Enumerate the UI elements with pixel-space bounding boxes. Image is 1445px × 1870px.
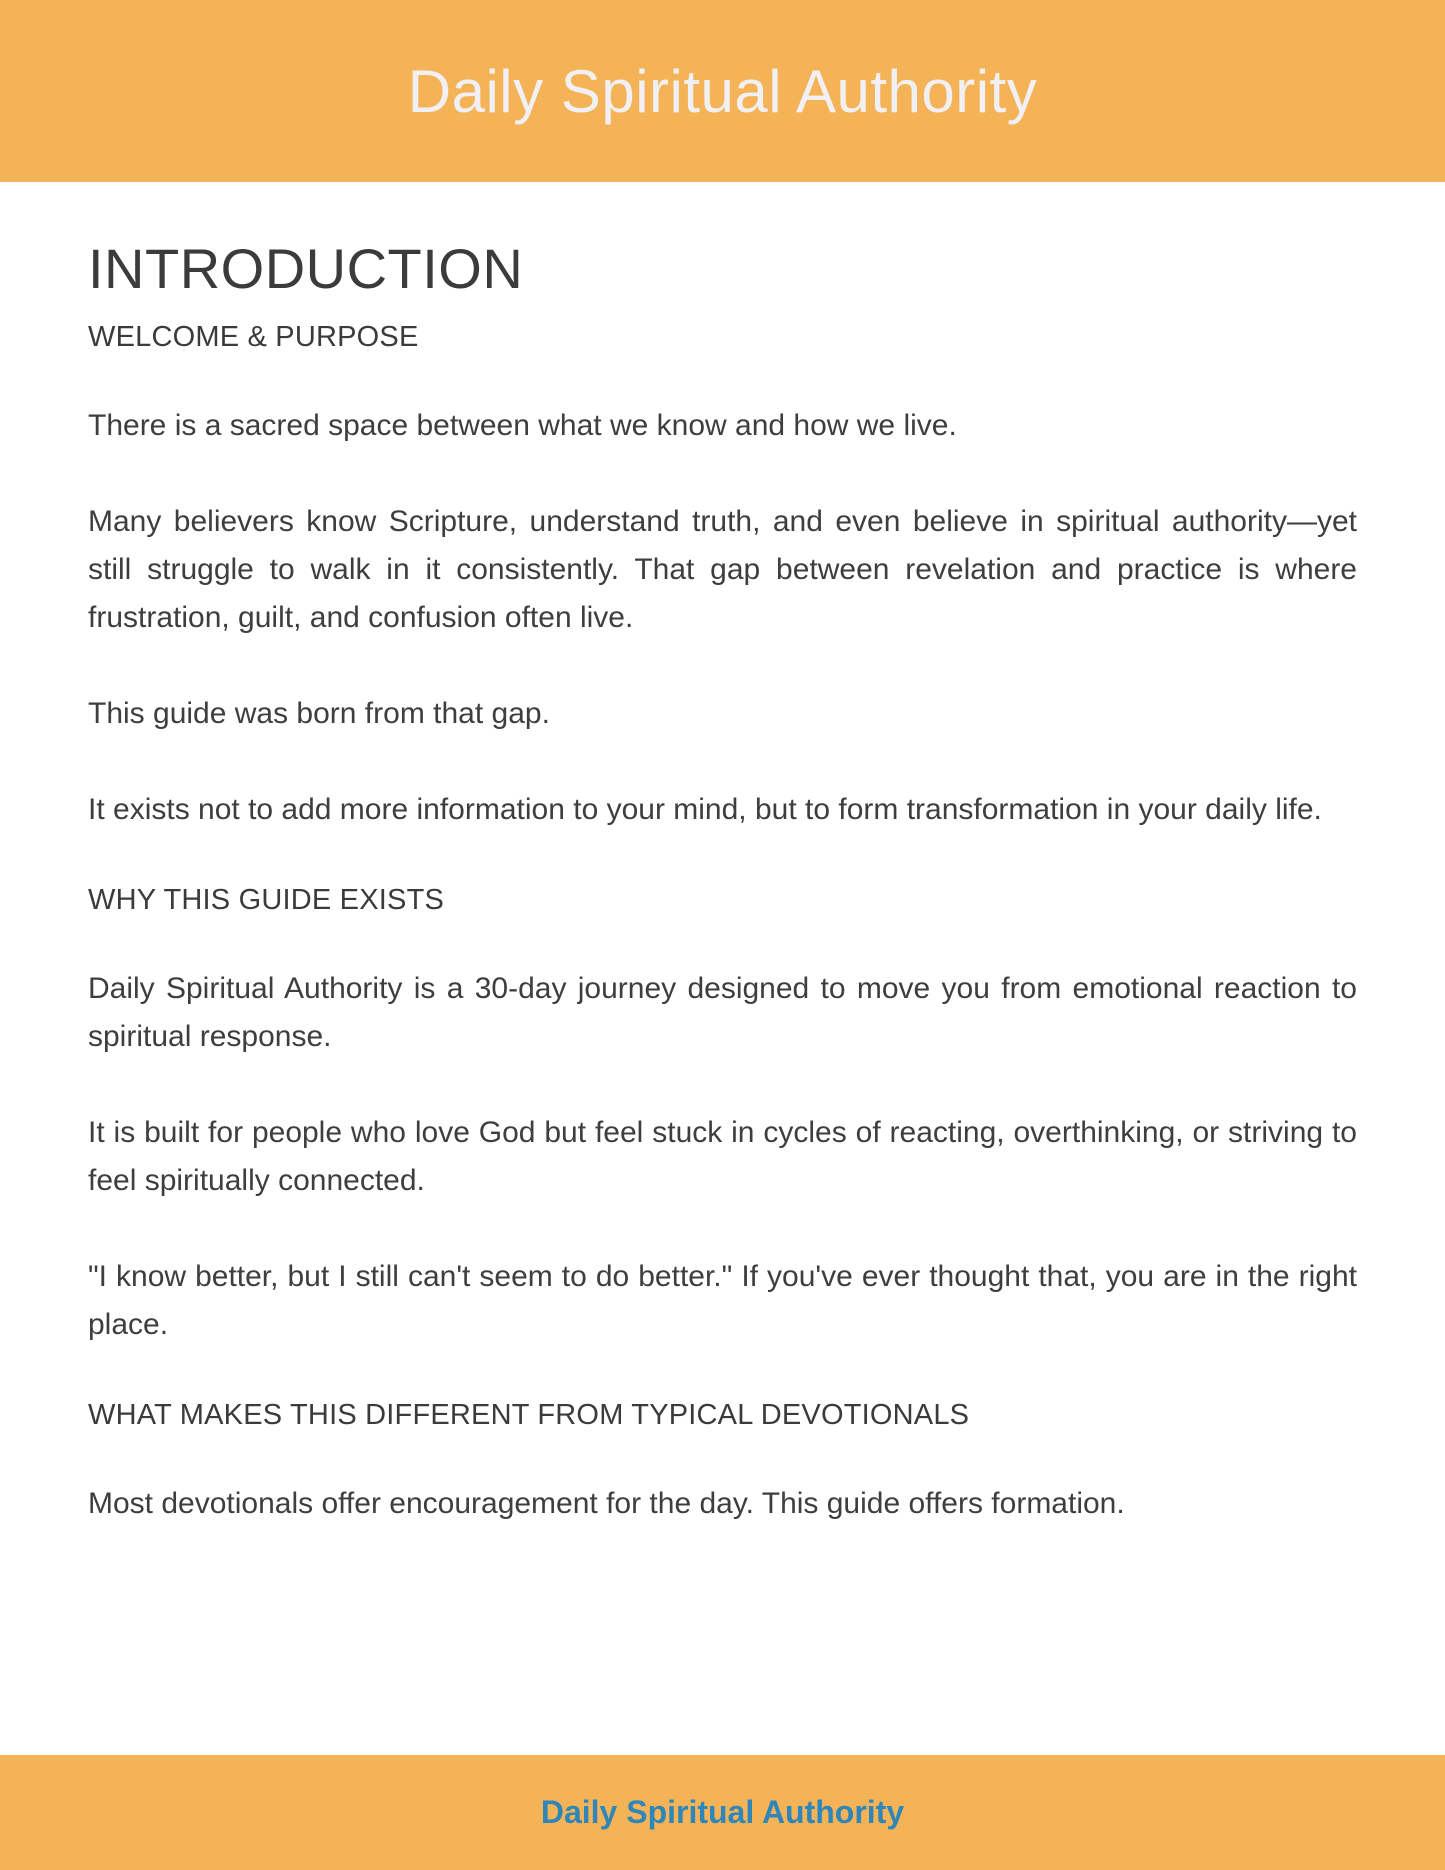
section-heading-welcome-purpose: WELCOME & PURPOSE: [88, 321, 419, 353]
header-title: Daily Spiritual Authority: [407, 57, 1038, 125]
header-banner: [0, 0, 1445, 182]
paragraph-transformation: It exists not to add more information to your mind, but to form transformation in your daily life.: [88, 793, 1322, 826]
paragraph-many-believers: Many believers know Scripture, understand truth, and even believe in spiritual authority—yet still struggle to walk in it consistently. That gap between revelation and practice is where frustration, guilt, and confusion often live.: [88, 505, 1357, 634]
section-heading-why-this-guide-exists: WHY THIS GUIDE EXISTS: [88, 884, 445, 916]
section-heading-what-makes-this-different: WHAT MAKES THIS DIFFERENT FROM TYPICAL DEVOTIONALS: [88, 1399, 970, 1431]
paragraph-formation: Most devotionals offer encouragement for the day. This guide offers formation.: [88, 1487, 1125, 1520]
paragraph-built-for-people: It is built for people who love God but feel stuck in cycles of reacting, overthinking, or striving to feel spiritually connected.: [88, 1116, 1357, 1197]
document-body: [0, 182, 1445, 1755]
footer-title: Daily Spiritual Authority: [540, 1794, 905, 1830]
paragraph-sacred-space: There is a sacred space between what we know and how we live.: [88, 409, 957, 442]
paragraph-born-from-gap: This guide was born from that gap.: [88, 697, 550, 730]
footer-banner: [0, 1755, 1445, 1870]
paragraph-know-better-quote: "I know better, but I still can't seem to do better." If you've ever thought that, you are in the right place.: [88, 1260, 1357, 1341]
paragraph-30-day-journey: Daily Spiritual Authority is a 30-day journey designed to move you from emotional reaction to spiritual response.: [88, 972, 1357, 1053]
page-title: INTRODUCTION: [88, 237, 524, 300]
